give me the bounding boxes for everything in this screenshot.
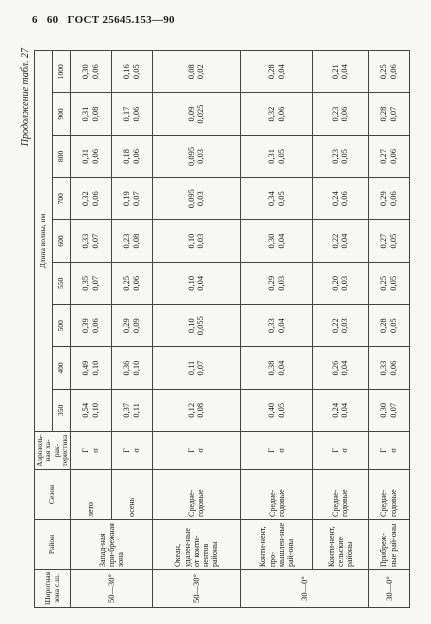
value-cell xyxy=(368,305,409,347)
value: 0,04 xyxy=(195,275,206,291)
value: 0,04 xyxy=(339,360,350,376)
value: 0,28 xyxy=(377,106,388,122)
value-cell xyxy=(71,135,112,177)
season-cell: Средне-годовые xyxy=(241,470,313,520)
value-cell xyxy=(313,389,368,431)
value: 0,04 xyxy=(339,402,350,418)
value: 0,32 xyxy=(266,106,277,122)
value: 0,07 xyxy=(89,233,100,249)
season-cell: Средне-годовые xyxy=(368,470,409,520)
value-cell xyxy=(71,305,112,347)
value-cell xyxy=(152,51,241,93)
value: 0,31 xyxy=(80,106,91,122)
value: 0,25 xyxy=(377,64,388,80)
value: 0,10 xyxy=(185,318,196,334)
value: 0,055 xyxy=(195,316,206,336)
value: 0,06 xyxy=(89,191,100,207)
value: 0,11 xyxy=(185,360,196,376)
value: 0,07 xyxy=(195,360,206,376)
value-cell xyxy=(241,305,313,347)
aerosol-symbol: σ xyxy=(339,448,350,453)
value: 0,23 xyxy=(120,233,131,249)
header-row-1 xyxy=(35,51,53,608)
value: 0,16 xyxy=(120,64,131,80)
page-marker: 6 xyxy=(32,14,38,26)
value-cell xyxy=(313,135,368,177)
page-number: 60 xyxy=(46,14,59,26)
value: 0,29 xyxy=(120,318,131,334)
value: 0,05 xyxy=(387,233,398,249)
value: 0,29 xyxy=(377,191,388,207)
value: 0,095 xyxy=(185,189,196,209)
aerosol-symbol: Г xyxy=(185,448,196,453)
value: 0,05 xyxy=(387,275,398,291)
value-cell xyxy=(71,347,112,389)
table-row xyxy=(241,51,313,608)
value: 0,22 xyxy=(329,318,340,334)
value: 0,25 xyxy=(120,275,131,291)
value-cell xyxy=(241,220,313,262)
value-cell xyxy=(111,178,152,220)
value: 0,07 xyxy=(387,402,398,418)
region-cell: Конти-нент, сельские районы xyxy=(313,520,368,570)
value: 0,03 xyxy=(195,148,206,164)
value-cell xyxy=(111,389,152,431)
value: 0,32 xyxy=(80,191,91,207)
value-cell xyxy=(71,178,112,220)
value: 0,04 xyxy=(275,360,286,376)
wavelength-header: 800 xyxy=(53,135,71,177)
value: 0,09 xyxy=(185,106,196,122)
value-cell xyxy=(368,51,409,93)
value: 0,49 xyxy=(80,360,91,376)
value-cell xyxy=(368,347,409,389)
value: 0,05 xyxy=(339,148,350,164)
value: 0,18 xyxy=(120,148,131,164)
value: 0,06 xyxy=(339,106,350,122)
value-cell xyxy=(241,178,313,220)
value: 0,08 xyxy=(89,106,100,122)
value: 0,025 xyxy=(195,104,206,124)
value: 0,12 xyxy=(185,402,196,418)
value-cell xyxy=(241,93,313,135)
value: 0,23 xyxy=(329,106,340,122)
season-cell: лето xyxy=(71,470,112,520)
aerosol-symbol-cell xyxy=(313,432,368,470)
value: 0,04 xyxy=(275,318,286,334)
value-cell xyxy=(111,93,152,135)
value: 0,08 xyxy=(185,64,196,80)
value: 0,10 xyxy=(185,233,196,249)
aerosol-symbol: σ xyxy=(89,448,100,453)
value: 0,05 xyxy=(387,318,398,334)
latitude-cell: 30—0° xyxy=(368,570,409,608)
value: 0,05 xyxy=(275,402,286,418)
value: 0,37 xyxy=(120,402,131,418)
value: 0,17 xyxy=(120,106,131,122)
value: 0,06 xyxy=(89,64,100,80)
value: 0,06 xyxy=(130,275,141,291)
value-cell xyxy=(368,389,409,431)
col-header-aerosol: Аэрозоль-ная ха-рак-теристика xyxy=(35,432,71,470)
standard-code: ГОСТ 25645.153—90 xyxy=(67,14,175,26)
value-cell xyxy=(152,135,241,177)
aerosol-symbol: Г xyxy=(80,448,91,453)
value-cell xyxy=(368,262,409,304)
value: 0,06 xyxy=(89,148,100,164)
value: 0,24 xyxy=(329,191,340,207)
value-cell xyxy=(368,178,409,220)
table-row xyxy=(368,51,409,608)
latitude-cell: 30—0° xyxy=(241,570,368,608)
data-table xyxy=(34,50,410,608)
value-cell xyxy=(111,135,152,177)
value: 0,095 xyxy=(185,146,196,166)
value: 0,31 xyxy=(80,148,91,164)
value: 0,04 xyxy=(339,64,350,80)
value-cell xyxy=(71,262,112,304)
value-cell xyxy=(111,262,152,304)
value: 0,33 xyxy=(266,318,277,334)
region-cell: Океан, удален-ные от конти-нентов районы xyxy=(152,520,241,570)
value: 0,25 xyxy=(377,275,388,291)
col-header-latitude: Широтная зона с.ш. xyxy=(35,570,71,608)
value: 0,36 xyxy=(120,360,131,376)
value: 0,19 xyxy=(120,191,131,207)
value-cell xyxy=(152,220,241,262)
aerosol-symbol-cell xyxy=(71,432,112,470)
region-cell: Конти-нент, про-мышлен-ные рай-оны xyxy=(241,520,313,570)
value: 0,11 xyxy=(130,403,141,418)
value-cell xyxy=(152,178,241,220)
wavelength-header: 1000 xyxy=(53,51,71,93)
value-cell xyxy=(152,389,241,431)
aerosol-symbol: Г xyxy=(329,448,340,453)
col-header-season: Сезон xyxy=(35,470,71,520)
value: 0,03 xyxy=(195,191,206,207)
wavelength-header: 700 xyxy=(53,178,71,220)
wavelength-header: 400 xyxy=(53,347,71,389)
wavelength-header: 550 xyxy=(53,262,71,304)
value-cell xyxy=(241,51,313,93)
region-cell: Прибреж-ные рай-оны xyxy=(368,520,409,570)
aerosol-symbol-cell xyxy=(241,432,313,470)
value: 0,07 xyxy=(387,106,398,122)
value: 0,08 xyxy=(195,402,206,418)
value-cell xyxy=(313,51,368,93)
value: 0,26 xyxy=(329,360,340,376)
value-cell xyxy=(368,220,409,262)
value-cell xyxy=(111,51,152,93)
value: 0,06 xyxy=(387,191,398,207)
page-header xyxy=(32,14,175,26)
value: 0,03 xyxy=(275,275,286,291)
aerosol-symbol: σ xyxy=(387,448,398,453)
value: 0,38 xyxy=(266,360,277,376)
value: 0,05 xyxy=(275,148,286,164)
season-cell: осень xyxy=(111,470,152,520)
rotated-table-area xyxy=(20,48,400,608)
wavelength-header: 600 xyxy=(53,220,71,262)
value: 0,30 xyxy=(80,64,91,80)
value: 0,31 xyxy=(266,148,277,164)
value-cell xyxy=(71,220,112,262)
value-cell xyxy=(152,305,241,347)
value: 0,20 xyxy=(329,275,340,291)
aerosol-symbol: σ xyxy=(195,448,206,453)
value: 0,22 xyxy=(329,233,340,249)
value: 0,40 xyxy=(266,402,277,418)
value-cell xyxy=(241,347,313,389)
value: 0,04 xyxy=(275,64,286,80)
value: 0,06 xyxy=(387,360,398,376)
aerosol-symbol-cell xyxy=(368,432,409,470)
value: 0,28 xyxy=(377,318,388,334)
value: 0,06 xyxy=(339,191,350,207)
value-cell xyxy=(152,93,241,135)
value: 0,54 xyxy=(80,402,91,418)
value: 0,03 xyxy=(195,233,206,249)
value-cell xyxy=(111,305,152,347)
aerosol-symbol: Г xyxy=(120,448,131,453)
value: 0,05 xyxy=(275,191,286,207)
wavelength-header: 500 xyxy=(53,305,71,347)
value: 0,06 xyxy=(387,64,398,80)
wavelength-header: 900 xyxy=(53,93,71,135)
value: 0,08 xyxy=(130,233,141,249)
value-cell xyxy=(368,135,409,177)
aerosol-symbol-cell xyxy=(152,432,241,470)
value: 0,03 xyxy=(339,275,350,291)
col-header-region: Район xyxy=(35,520,71,570)
table-body xyxy=(71,51,410,608)
value: 0,04 xyxy=(275,233,286,249)
table-row xyxy=(71,51,112,608)
value: 0,28 xyxy=(266,64,277,80)
value: 0,34 xyxy=(266,191,277,207)
aerosol-symbol: σ xyxy=(130,448,141,453)
season-cell: Средне-годовые xyxy=(313,470,368,520)
aerosol-symbol: Г xyxy=(377,448,388,453)
latitude-cell: 50—30° xyxy=(71,570,153,608)
value: 0,33 xyxy=(80,233,91,249)
value: 0,04 xyxy=(339,233,350,249)
aerosol-symbol: Г xyxy=(266,448,277,453)
value: 0,33 xyxy=(377,360,388,376)
value: 0,27 xyxy=(377,233,388,249)
value-cell xyxy=(241,389,313,431)
value: 0,02 xyxy=(195,64,206,80)
value: 0,09 xyxy=(130,318,141,334)
value: 0,03 xyxy=(339,318,350,334)
aerosol-symbol: σ xyxy=(275,448,286,453)
value-cell xyxy=(313,220,368,262)
value: 0,06 xyxy=(130,148,141,164)
value-cell xyxy=(152,347,241,389)
value: 0,30 xyxy=(377,402,388,418)
table-row xyxy=(313,51,368,608)
value: 0,24 xyxy=(329,402,340,418)
value: 0,10 xyxy=(89,402,100,418)
value-cell xyxy=(313,93,368,135)
value-cell xyxy=(368,93,409,135)
value: 0,10 xyxy=(130,360,141,376)
value-cell xyxy=(152,262,241,304)
value: 0,30 xyxy=(266,233,277,249)
value-cell xyxy=(111,347,152,389)
value: 0,07 xyxy=(89,275,100,291)
value: 0,35 xyxy=(80,275,91,291)
value: 0,10 xyxy=(89,360,100,376)
value: 0,39 xyxy=(80,318,91,334)
value-cell xyxy=(71,389,112,431)
value-cell xyxy=(313,347,368,389)
value: 0,05 xyxy=(130,64,141,80)
value: 0,21 xyxy=(329,64,340,80)
value: 0,07 xyxy=(130,191,141,207)
value-cell xyxy=(71,93,112,135)
table-row xyxy=(152,51,241,608)
col-header-wavelength: Длина волны, нм xyxy=(35,51,53,432)
value: 0,23 xyxy=(329,148,340,164)
value-cell xyxy=(241,135,313,177)
value-cell xyxy=(313,305,368,347)
continuation-label: Продолжение табл. 27 xyxy=(20,48,31,147)
value-cell xyxy=(313,178,368,220)
value: 0,06 xyxy=(89,318,100,334)
region-cell: Запад-ная при-брежная зона xyxy=(71,520,153,570)
value: 0,29 xyxy=(266,275,277,291)
season-cell: Средне-годовые xyxy=(152,470,241,520)
value: 0,06 xyxy=(387,148,398,164)
latitude-cell: 50—30° xyxy=(152,570,241,608)
aerosol-symbol-cell xyxy=(111,432,152,470)
value-cell xyxy=(241,262,313,304)
value: 0,10 xyxy=(185,275,196,291)
value: 0,06 xyxy=(130,106,141,122)
wavelength-header: 350 xyxy=(53,389,71,431)
value: 0,06 xyxy=(275,106,286,122)
value-cell xyxy=(313,262,368,304)
value-cell xyxy=(111,220,152,262)
value: 0,27 xyxy=(377,148,388,164)
value-cell xyxy=(71,51,112,93)
